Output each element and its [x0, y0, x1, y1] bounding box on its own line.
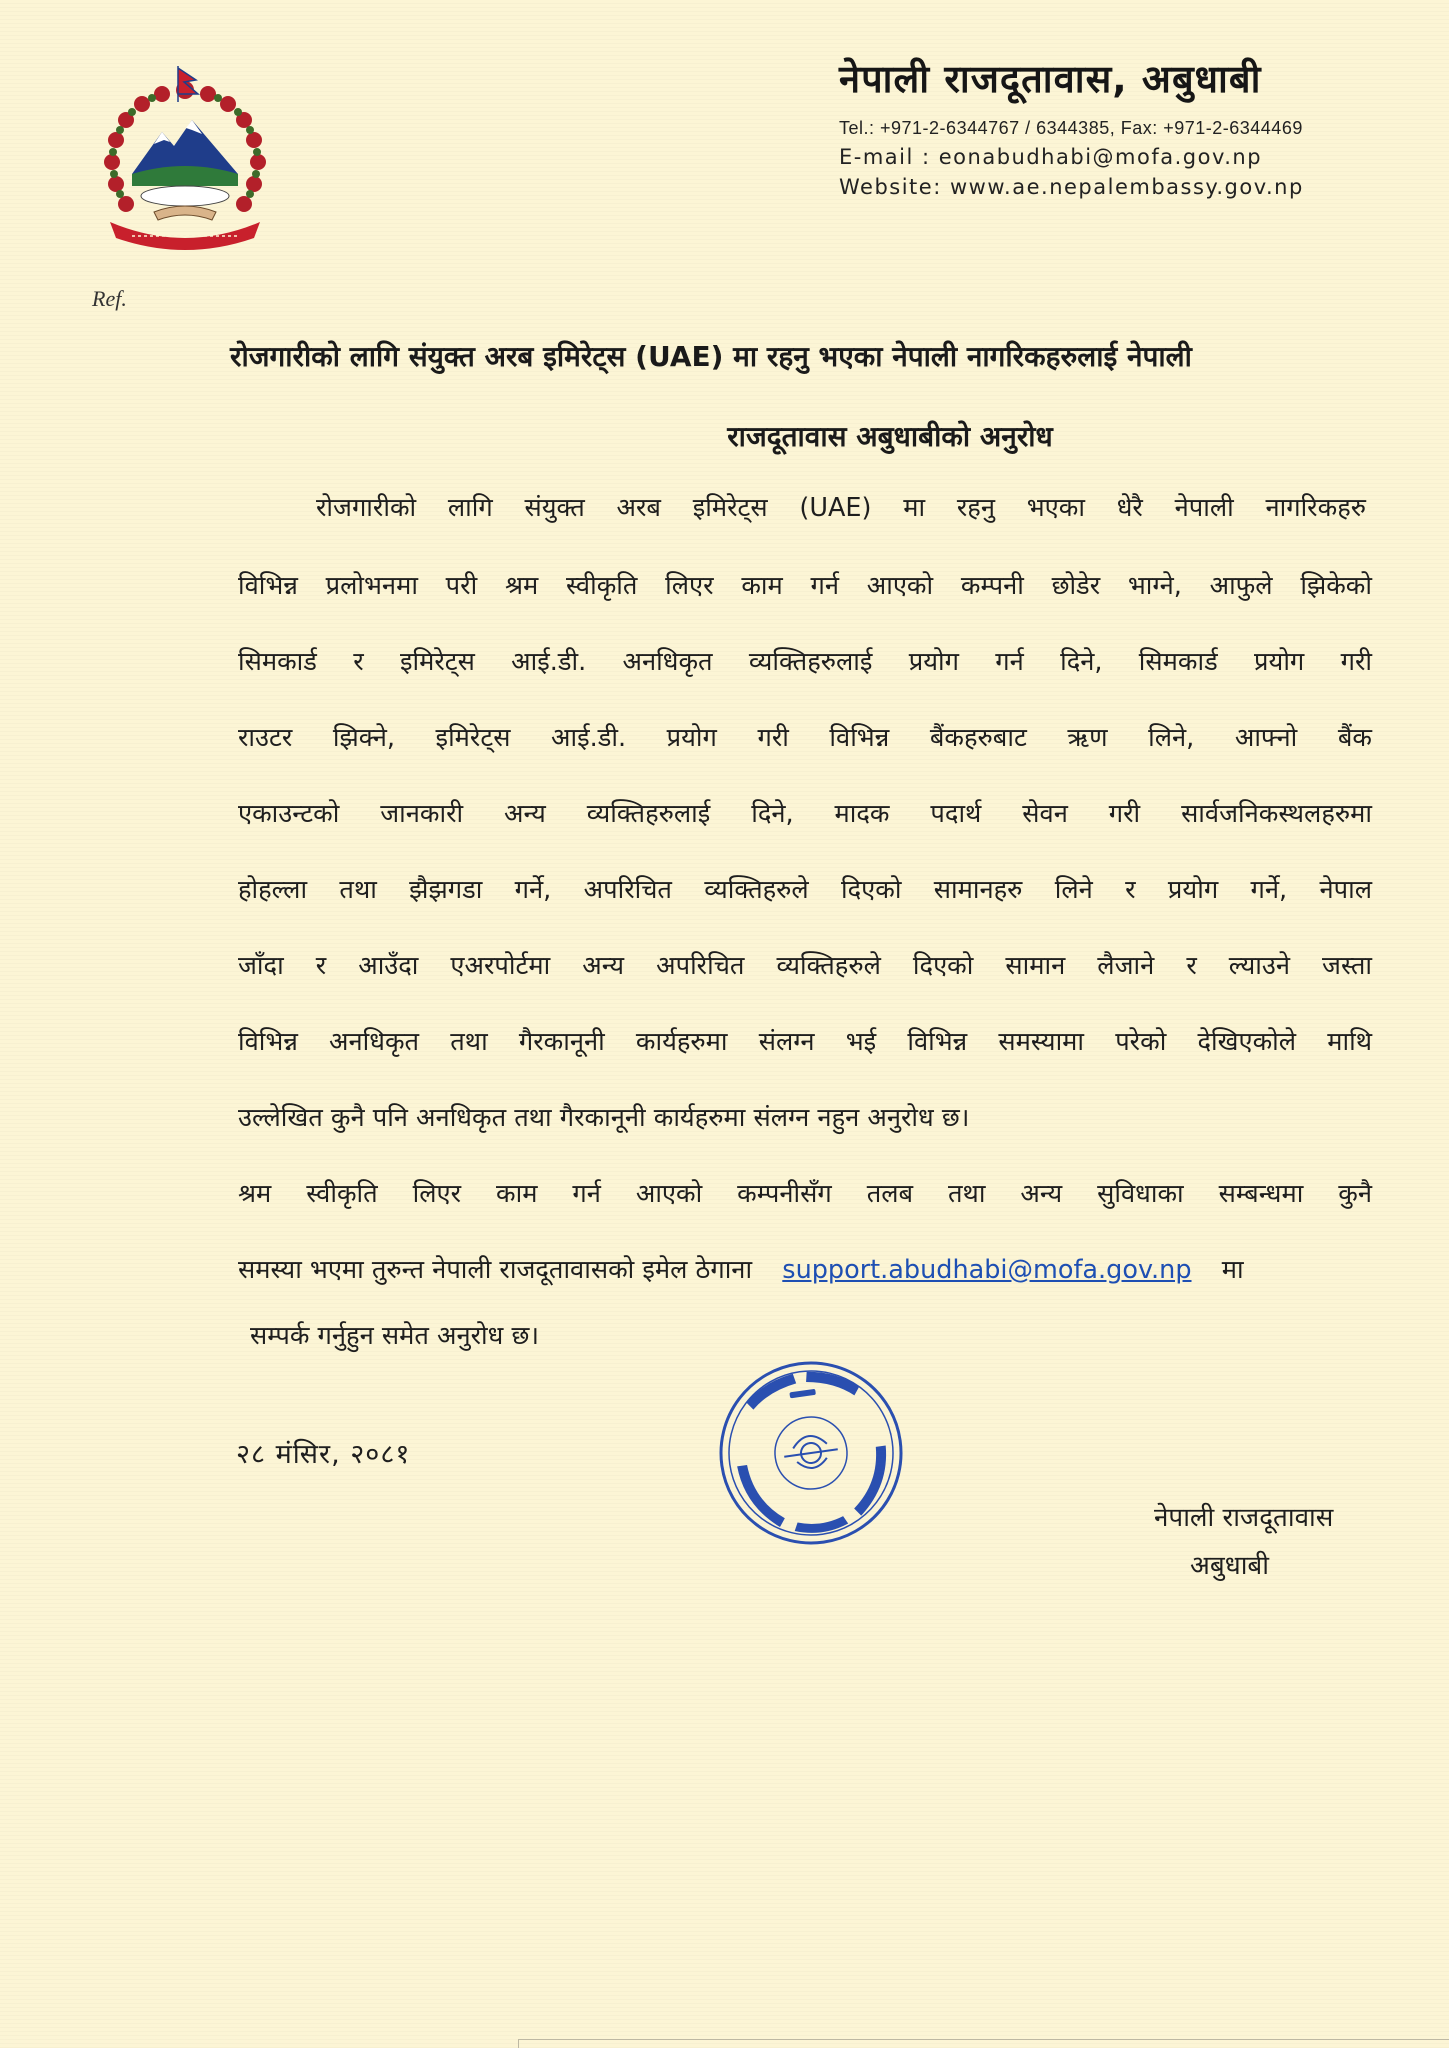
body-line-with-email — [238, 1252, 1244, 1286]
body-line: होहल्ला तथा झैझगडा गर्ने, अपरिचित व्यक्तिहरुले दिएको सामानहरु लिने र प्रयोग गर्ने, नेपाल — [238, 875, 1372, 905]
body-line: राउटर झिक्ने, इमिरेट्स आई.डी. प्रयोग गरी विभिन्न बैंकहरुबाट ऋण लिने, आफ्नो बैंक — [238, 723, 1372, 753]
body-text: मा — [1221, 1255, 1244, 1285]
signature-city: अबुधाबी — [1190, 1551, 1270, 1581]
scan-edge-divider — [518, 2039, 1449, 2048]
body-line: विभिन्न अनधिकृत तथा गैरकानूनी कार्यहरुमा संलग्न भई विभिन्न समस्यामा परेको देखिएकोले माथि — [238, 1027, 1372, 1057]
website-line: Website: www.ae.nepalembassy.gov.np — [839, 175, 1304, 199]
subject-line-1: रोजगारीको लागि संयुक्त अरब इमिरेट्स (UAE) मा रहनु भएका नेपाली नागरिकहरुलाई नेपाली — [230, 340, 1192, 373]
body-line: रोजगारीको लागि संयुक्त अरब इमिरेट्स (UAE) मा रहनु भएका धेरै नेपाली नागरिकहरु — [316, 493, 1366, 523]
nepal-emblem-icon — [92, 62, 278, 258]
telephone-fax: Tel.: +971-2-6344767 / 6344385, Fax: +971-2-6344469 — [839, 118, 1303, 138]
body-line: उल्लेखित कुनै पनि अनधिकृत तथा गैरकानूनी कार्यहरुमा संलग्न नहुन अनुरोध छ। — [238, 1103, 970, 1133]
signature-office: नेपाली राजदूतावास — [1154, 1503, 1334, 1533]
support-email-link[interactable]: support.abudhabi@mofa.gov.np — [782, 1255, 1192, 1285]
body-text: समस्या भएमा तुरुन्त नेपाली राजदूतावासको इमेल ठेगाना — [238, 1255, 753, 1285]
body-line: सिमकार्ड र इमिरेट्स आई.डी. अनधिकृत व्यक्तिहरुलाई प्रयोग गर्न दिने, सिमकार्ड प्रयोग गरी — [238, 647, 1372, 677]
body-line: एकाउन्टको जानकारी अन्य व्यक्तिहरुलाई दिने, मादक पदार्थ सेवन गरी सार्वजनिकस्थलहरुमा — [238, 799, 1372, 829]
subject-line-2: राजदूतावास अबुधाबीको अनुरोध — [727, 420, 1053, 453]
email-line: E-mail : eonabudhabi@mofa.gov.np — [839, 145, 1263, 169]
body-line: जाँदा र आउँदा एअरपोर्टमा अन्य अपरिचित व्यक्तिहरुले दिएको सामान लैजाने र ल्याउने जस्ता — [238, 951, 1372, 981]
body-line: सम्पर्क गर्नुहुन समेत अनुरोध छ। — [250, 1321, 539, 1351]
reference-label: Ref. — [92, 286, 127, 311]
letter-date: २८ मंसिर, २०८१ — [236, 1439, 411, 1470]
body-line: विभिन्न प्रलोभनमा परी श्रम स्वीकृति लिएर काम गर्न आएको कम्पनी छोडेर भाग्ने, आफुले झिकेको — [238, 571, 1372, 601]
embassy-title: नेपाली राजदूतावास, अबुधाबी — [839, 57, 1262, 101]
embassy-seal-stamp — [701, 1343, 920, 1562]
letterhead — [837, 52, 1397, 199]
body-line: श्रम स्वीकृति लिएर काम गर्न आएको कम्पनीसँग तलब तथा अन्य सुविधाका सम्बन्धमा कुनै — [238, 1179, 1372, 1209]
